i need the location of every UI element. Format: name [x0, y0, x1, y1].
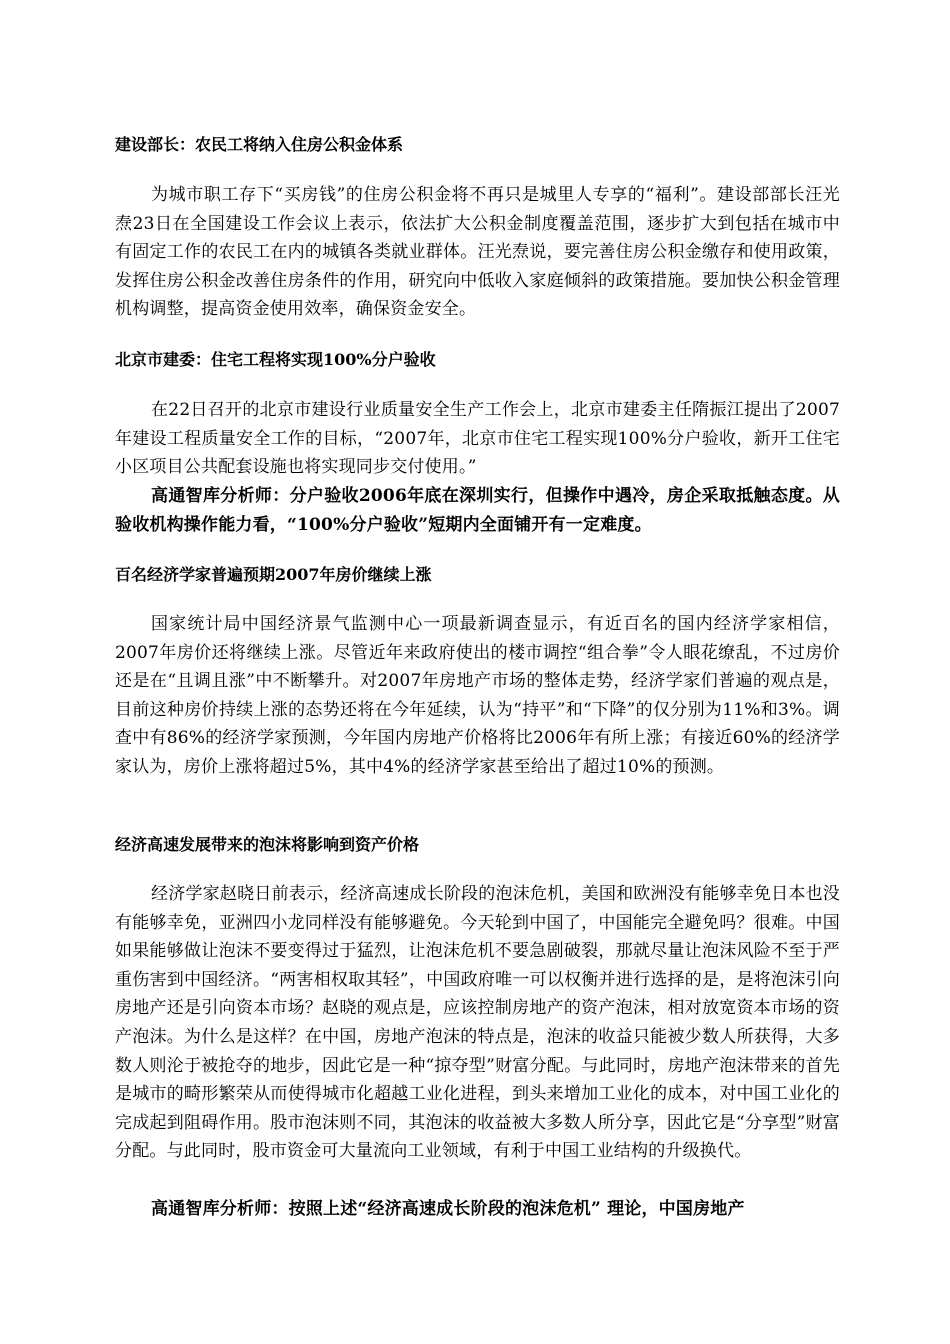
- section-3-heading: 百名经济学家普遍预期2007年房价继续上涨: [115, 565, 432, 584]
- section-4-analyst-note: 高通智库分析师：按照上述“经济高速成长阶段的泡沫危机” 理论，中国房地产: [151, 1199, 745, 1219]
- section-2-heading: 北京市建委：住宅工程将实现100%分户验收: [115, 350, 436, 369]
- section-1-heading: 建设部长：农民工将纳入住房公积金体系: [115, 135, 404, 154]
- section-3-paragraph: 国家统计局中国经济景气监测中心一项最新调查显示，有近百名的国内经济学家相信，2007年房价还将继续上涨。尽管近年来政府使出的楼市调控“组合拳”令人眼花缭乱，不过房价还是在“且调且涨”中不断攀升。对2007年房地产市场的整体走势，经济学家们普遍的观点是，目前这种房价持续上涨的态势还将在今年延续，认为“持平”和“下降”的仅分别为11%和3%。调查中有86%的经济学家预测，今年国内房地产价格将比2006年有所上涨；有接近60%的经济学家认为，房价上涨将超过5%，其中4%的经济学家甚至给出了超过10%的预测。: [115, 614, 840, 777]
- section-1-paragraph: 为城市职工存下“买房钱”的住房公积金将不再只是城里人专享的“福利”。建设部部长汪光焘23日在全国建设工作会议上表示，依法扩大公积金制度覆盖范围，逐步扩大到包括在城市中有固定工作的农民工在内的城镇各类就业群体。汪光焘说，要完善住房公积金缴存和使用政策，发挥住房公积金改善住房条件的作用，研究向中低收入家庭倾斜的政策措施。要加快公积金管理机构调整，提高资金使用效率，确保资金安全。: [115, 185, 840, 320]
- section-4-paragraph: 经济学家赵晓日前表示，经济高速成长阶段的泡沫危机，美国和欧洲没有能够幸免日本也没有能够幸免，亚洲四小龙同样没有能够避免。今天轮到中国了，中国能完全避免吗？很难。中国如果能够做让泡沫不要变得过于猛烈，让泡沫危机不要急剧破裂，那就尽量让泡沫风险不至于严重伤害到中国经济。“两害相权取其轻”，中国政府唯一可以权衡并进行选择的是，是将泡沫引向房地产还是引向资本市场？赵晓的观点是，应该控制房地产的资产泡沫，相对放宽资本市场的资产泡沫。为什么是这样？在中国，房地产泡沫的特点是，泡沫的收益只能被少数人所获得，大多数人则沦于被抢夺的地步，因此它是一种“掠夺型”财富分配。与此同时，房地产泡沫带来的首先是城市的畸形繁荣从而使得城市化超越工业化进程，到头来增加工业化的成本，对中国工业化的完成起到阻碍作用。股市泡沫则不同，其泡沫的收益被大多数人所分享，因此它是“分享型”财富分配。与此同时，股市资金可大量流向工业领域，有利于中国工业结构的升级换代。: [115, 884, 840, 1162]
- section-2-paragraph: 在22日召开的北京市建设行业质量安全生产工作会上，北京市建委主任隋振江提出了2007年建设工程质量安全工作的目标，“2007年，北京市住宅工程实现100%分户验收，新开工住宅小区项目公共配套设施也将实现同步交付使用。”: [115, 400, 840, 478]
- section-2-analyst-note: 高通智库分析师：分户验收2006年底在深圳实行，但操作中遇冷，房企采取抵触态度。从验收机构操作能力看，“100%分户验收”短期内全面铺开有一定难度。: [115, 486, 840, 535]
- document-page: [115, 0, 840, 1344]
- section-4-heading: 经济高速发展带来的泡沫将影响到资产价格: [115, 835, 420, 854]
